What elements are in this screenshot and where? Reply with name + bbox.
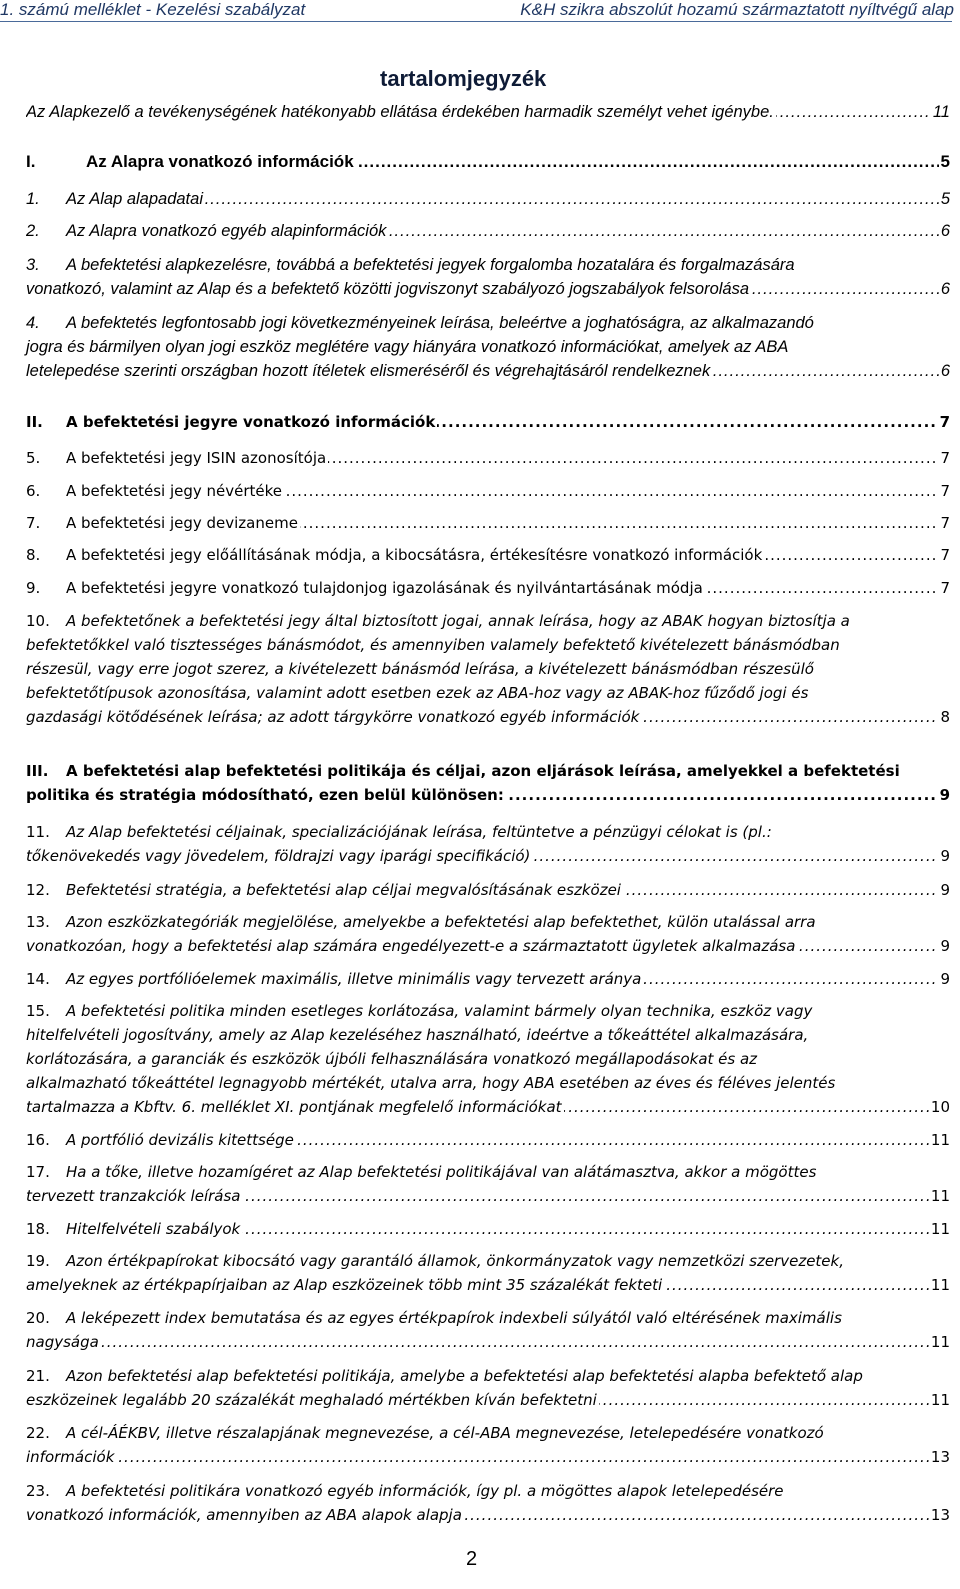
toc-entry[interactable] (26, 446, 950, 470)
page-header (0, 0, 960, 22)
toc-entry-line: hitelfelvételi jogosítvány, amely az Alap kezeléséhez használható, ideértve a tőkeáttétel alkalmazására, (26, 1026, 809, 1044)
toc-entry-number: 14. (26, 970, 50, 988)
toc-entry-text: A befektetési jegy ISIN azonosítója (66, 449, 327, 467)
toc-entry-line: Az Alap befektetési céljainak, specializációjának leírása, feltüntetve a pénzügyi célokat is (pl.: (66, 823, 772, 841)
toc-entry-line: vonatkozó információk, amennyiben az ABA alapok alapja (26, 1506, 462, 1524)
header-rule (0, 21, 952, 22)
toc-entry[interactable] (26, 311, 950, 383)
toc-entry-page: 9 (938, 934, 950, 958)
toc-title: tartalomjegyzék (380, 66, 547, 91)
toc-entry-line: Azon befektetési alap befektetési politikája, amelybe a befektetési alap befektetési alapba befektető alap (66, 1367, 863, 1385)
toc-entry-page: 7 (938, 446, 950, 470)
toc-entry-text: A portfólió devizális kitettsége (66, 1131, 294, 1149)
toc-entry-line: befektetőkkel való tisztességes bánásmódot, és amennyiben valamely befektető kivételezett bánásmódban (26, 636, 840, 654)
toc-entry-text: A befektetési jegyre vonatkozó információk (66, 413, 436, 431)
toc-entry[interactable] (26, 820, 950, 868)
toc-entry-number: 18. (26, 1220, 50, 1238)
toc-entry[interactable] (26, 1160, 950, 1208)
toc-entry-text: Az Alapkezelő a tevékenységének hatékonyabb ellátása érdekében harmadik személyt vehet igénybe. (26, 103, 774, 121)
toc-entry[interactable] (26, 576, 950, 600)
toc-entry[interactable] (26, 150, 950, 174)
toc-entry[interactable] (26, 999, 950, 1119)
toc-entry-line: Azon eszközkategóriák megjelölése, amelyekbe a befektetési alap befektethet, külön utalással arra (66, 913, 816, 931)
toc-entry[interactable] (26, 967, 950, 991)
toc-entry-line: nagysága (26, 1333, 99, 1351)
toc-entry-number: 4. (26, 314, 40, 332)
toc-entry-page: 7 (938, 576, 950, 600)
toc-entry-number: 21. (26, 1367, 50, 1385)
toc-entry-page: 8 (938, 705, 950, 729)
header-right-text: K&H szikra abszolút hozamú származtatott nyíltvégű alap (520, 0, 954, 19)
toc-entry-text: Az Alap alapadatai (66, 190, 203, 208)
toc-entry[interactable] (26, 543, 950, 567)
toc-entry[interactable] (26, 219, 950, 243)
toc-entry-line: politika és stratégia módosítható, ezen belül különösen: (26, 786, 504, 804)
toc-entry-page: 7 (938, 543, 950, 567)
toc-entry-page: 11 (929, 1217, 950, 1241)
toc-entry-number: 2. (26, 222, 40, 240)
toc-entry-line: befektetőtípusok azonosítása, valamint adott esetben ezek az ABA-hoz vagy az ABAK-hoz fűződő jogi és (26, 684, 809, 702)
toc-entry-page: 13 (929, 1445, 950, 1469)
toc-entry-line: tőkenövekedés vagy jövedelem, földrajzi vagy iparági specifikáció) (26, 847, 531, 865)
toc-entry[interactable] (26, 878, 950, 902)
page-number: 2 (466, 1548, 478, 1570)
toc-entry-page: 9 (938, 844, 950, 868)
toc-entry-line: A leképezett index bemutatása és az egyes értékpapírok indexbeli súlyától való eltérésének maximális (66, 1309, 842, 1327)
toc-entry-line: korlátozására, a garanciák és eszközök újbóli felhasználására vonatkozó megállapodásokat és az (26, 1050, 758, 1068)
toc-entry-line: A cél-ÁÉKBV, illetve részalapjának megnevezése, a cél-ABA megnevezése, letelepedésére vonatkozó (66, 1424, 824, 1442)
toc-entry-number: 5. (26, 449, 41, 467)
toc-entry-number: 9. (26, 579, 41, 597)
toc-entry[interactable] (26, 511, 950, 535)
toc-entry-number: 11. (26, 823, 50, 841)
toc-entry-page: 9 (938, 783, 950, 807)
toc-entry[interactable] (26, 187, 950, 211)
toc-entry-page: 13 (929, 1503, 950, 1527)
toc-entry-line: vonatkozóan, hogy a befektetési alap számára engedélyezett-e a származtatott ügyletek alkalmazása (26, 937, 796, 955)
toc-entry-page: 10 (929, 1095, 950, 1119)
toc-entry-number: 22. (26, 1424, 50, 1442)
toc-entry-line: tervezett tranzakciók leírása (26, 1187, 241, 1205)
toc-entry-page: 11 (929, 1184, 950, 1208)
toc-entry-page: 5 (939, 187, 950, 211)
toc-entry-line: A befektetési alapkezelésre, továbbá a befektetési jegyek forgalomba hozatalára és forgalmazására (66, 256, 795, 274)
toc-entry-page: 11 (929, 1273, 950, 1297)
toc-entry[interactable] (26, 1217, 950, 1241)
header-left-text: 1. számú melléklet - Kezelési szabályzat (0, 0, 306, 19)
toc-entry-line: jogra és bármilyen olyan jogi eszköz meglétére vagy hiányára vonatkozó információkat, amelyek az ABA (26, 338, 789, 356)
toc-entry-page: 7 (938, 479, 950, 503)
toc-entry-text: Az Alapra vonatkozó egyéb alapinformációk (66, 222, 387, 240)
toc-entry-page: 11 (931, 100, 950, 124)
toc-entry[interactable] (26, 1306, 950, 1354)
toc-entry-number: 6. (26, 482, 41, 500)
toc-entry[interactable] (26, 910, 950, 958)
toc-entry-number: 20. (26, 1309, 50, 1327)
toc-entry-line: A befektetés legfontosabb jogi következményeinek leírása, beleértve a joghatóságra, az alkalmazandó (66, 314, 814, 332)
toc-entry-page: 11 (929, 1388, 950, 1412)
toc-entry[interactable] (26, 1364, 950, 1412)
toc-entry-number: 12. (26, 881, 50, 899)
toc-entry[interactable] (26, 1421, 950, 1469)
toc-entry-line: amelyeknek az értékpapírjaiban az Alap eszközeinek több mint 35 százalékát fekteti (26, 1276, 663, 1294)
toc-entry-page: 7 (938, 511, 950, 535)
toc-entry-number: 3. (26, 256, 40, 274)
toc-entry-number: 19. (26, 1252, 50, 1270)
toc-entry-page: 6 (939, 277, 950, 301)
toc-entry-page: 9 (938, 878, 950, 902)
toc-entry[interactable] (26, 1128, 950, 1152)
toc-entry-number: II. (26, 413, 43, 431)
toc-entry[interactable] (26, 1249, 950, 1297)
toc-entry[interactable] (26, 410, 950, 434)
toc-entry-line: gazdasági kötődésének leírása; az adott tárgykörre vonatkozó egyéb információk (26, 708, 640, 726)
toc-entry-number: 8. (26, 546, 41, 564)
toc-entry-line: eszközeinek legalább 20 százalékát meghaladó mértékben kíván befektetni (26, 1391, 597, 1409)
toc-entry-number: 16. (26, 1131, 50, 1149)
toc-entry-number: III. (26, 762, 49, 780)
toc-entry-line: alkalmazható tőkeáttétel legnagyobb mértékét, utalva arra, hogy ABA esetében az éves és féléves jelentés (26, 1074, 836, 1092)
toc-entry-text: A befektetési jegy névértéke (66, 482, 283, 500)
toc-entry[interactable] (26, 759, 950, 807)
toc-entry-text: A befektetési jegy devizaneme (66, 514, 298, 532)
toc-entry-number: 10. (26, 612, 50, 630)
toc-entry-line: Ha a tőke, illetve hozamígéret az Alap befektetési politikájával van alátámasztva, akkor a mögöttes (66, 1163, 817, 1181)
toc-entry-line: részesül, vagy erre jogot szerez, a kivételezett bánásmód leírása, a kivételezett bánásmódban részesülő (26, 660, 814, 678)
toc-entry-page: 7 (938, 410, 950, 434)
toc-entry-page: 6 (939, 359, 950, 383)
toc-entry-text: Az egyes portfólióelemek maximális, illetve minimális vagy tervezett aránya (66, 970, 642, 988)
toc-entry-line: A befektetési alap befektetési politikája és céljai, azon eljárások leírása, amelyekkel a befektetési (66, 762, 900, 780)
toc-entry-number: 23. (26, 1482, 50, 1500)
toc-entry-page: 11 (929, 1330, 950, 1354)
toc-entry-page: 9 (938, 967, 950, 991)
toc-entry[interactable] (26, 253, 950, 301)
toc-entry-line: A befektetőnek a befektetési jegy által biztosított jogai, annak leírása, hogy az ABAK hogyan biztosítja a (66, 612, 850, 630)
toc-entry-text: Az Alapra vonatkozó információk (86, 152, 354, 171)
toc-entry-line: letelepedése szerinti országban hozott ítéletek elismeréséről és végrehajtásáról rendelkeznek (26, 362, 711, 380)
toc-entry-line: A befektetési politika minden esetleges korlátozása, valamint bármely olyan technika, eszköz vagy (66, 1002, 813, 1020)
toc-entry[interactable] (26, 609, 950, 729)
toc-entry-page: 11 (929, 1128, 950, 1152)
toc-entry-line: vonatkozó, valamint az Alap és a befektető közötti jogviszonyt szabályozó jogszabályok felsorolása (26, 280, 750, 298)
toc-entry-number: 1. (26, 190, 40, 208)
toc-entry[interactable] (26, 479, 950, 503)
toc-entry-line: információk (26, 1448, 115, 1466)
toc-entry-line: Azon értékpapírokat kibocsátó vagy garantáló államok, önkormányzatok vagy nemzetközi szervezetek, (66, 1252, 844, 1270)
toc-entry-number: 7. (26, 514, 41, 532)
toc-entry-line: A befektetési politikára vonatkozó egyéb információk, így pl. a mögöttes alapok letelepedésére (66, 1482, 784, 1500)
toc-entry-line: tartalmazza a Kbftv. 6. melléklet XI. pontjának megfelelő információkat (26, 1098, 562, 1116)
toc-entry-text: Befektetési stratégia, a befektetési alap céljai megvalósításának eszközei (66, 881, 621, 899)
toc-entry-number: 13. (26, 913, 50, 931)
toc-entry-text: A befektetési jegyre vonatkozó tulajdonjog igazolásának és nyilvántartásának módja (66, 579, 703, 597)
toc-entry[interactable] (26, 1479, 950, 1527)
toc-entry-text: A befektetési jegy előállításának módja, a kibocsátásra, értékesítésre vonatkozó információk (66, 546, 763, 564)
toc-entry-number: I. (26, 152, 36, 171)
toc-entry-text: Hitelfelvételi szabályok (66, 1220, 241, 1238)
toc-entry-number: 17. (26, 1163, 50, 1181)
toc-entry-number: 15. (26, 1002, 50, 1020)
toc-entry-page: 5 (939, 150, 950, 174)
toc-entry-page: 6 (939, 219, 950, 243)
toc-entry[interactable] (26, 100, 950, 124)
